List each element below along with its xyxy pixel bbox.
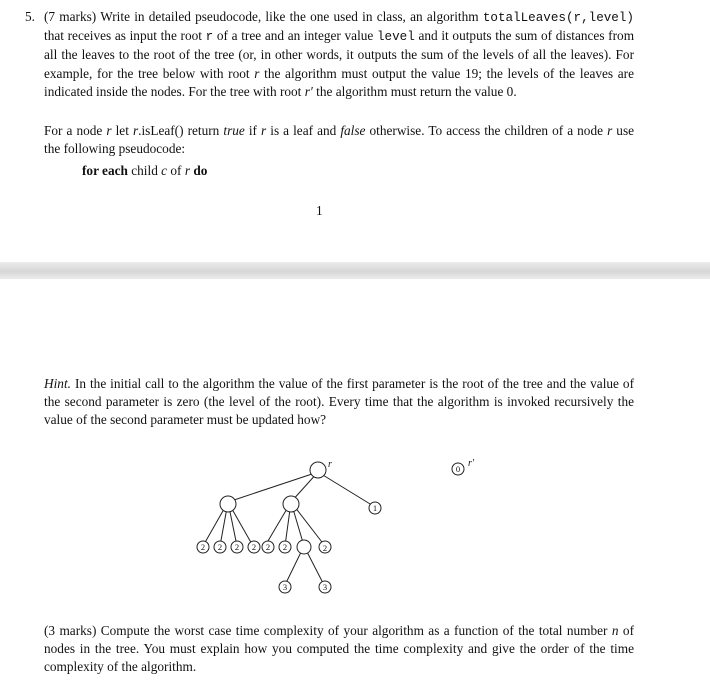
tree2-root-label: r′ [468,458,475,469]
leaf-label: 2 [251,542,257,552]
tree-root-node [310,462,326,478]
leaf-label: 2 [200,542,206,552]
tree-internal-node [297,540,311,554]
leaf-label: 2 [322,543,328,553]
node-paragraph: For a node r let r.isLeaf() return true if r is a leaf and false otherwise. To access the children of a node r use the following pseudocode: [44,123,635,157]
hint-paragraph: Hint. In the initial call to the algorithm the value of the first parameter is the root of the tree and the value of the second parameter is zero (the level of the root). Every time that the algorithm is invoked recursively the value of the second parameter must be updated how? [44,376,634,428]
leaf-label: 2 [282,542,288,552]
tree-root-label: r [328,459,332,470]
tree-internal-node [220,496,236,512]
part2-marks: (3 marks) [44,623,97,638]
leaf-label: 2 [265,542,271,552]
question-paragraph: (7 marks) Write in detailed pseudocode, like the one used in class, an algorithm totalLeaves(r,level) that receives as input the root r of a tree and an integer value level and it outputs the sum of distances from all the leaves to the root of the tree (or, in other words, it outputs the sum of the levels of all the leaves). For example, for the tree below with root r the algorithm must output the value 19; the levels of the leaves are indicated inside the nodes. For the tree with root r′ the algorithm must return the value 0. [44,9,635,99]
leaf-label: 2 [217,542,223,552]
hint-label: Hint. [44,376,71,391]
leaf-label: 3 [282,582,288,592]
marks-label: (7 marks) [44,9,97,24]
leaf-label: 2 [234,542,240,552]
pseudocode-line: for each child c of r do [82,163,208,178]
page-divider [0,262,710,279]
part2-paragraph: (3 marks) Compute the worst case time complexity of your algorithm as a function of the total number n of nodes in the tree. You must explain how you computed the time complexity and give the order of the time complexity of the algorithm. [44,623,634,675]
leaf-label: 1 [372,503,378,513]
question-number: 5. [25,9,35,24]
leaf-label: 3 [322,582,328,592]
tree-internal-node [283,496,299,512]
page-number: 1 [316,203,323,218]
tree-diagram [0,455,710,605]
tree2-value-label: 0 [455,464,461,474]
function-name: totalLeaves(r,level) [482,11,634,25]
